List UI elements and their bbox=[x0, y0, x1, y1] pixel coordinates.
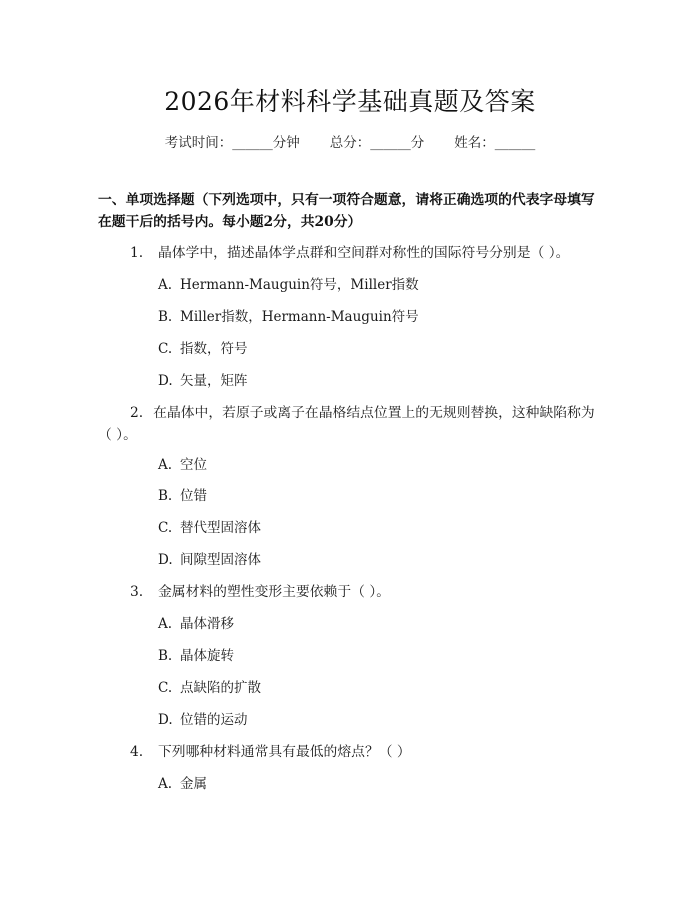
option-text: 晶体旋转 bbox=[180, 648, 234, 664]
question-number: 3. bbox=[130, 584, 144, 600]
question-number: 1. bbox=[130, 245, 144, 261]
option-text: Hermann-Mauguin符号，Miller指数 bbox=[180, 277, 419, 293]
exam-score-field: 总分：______分 bbox=[329, 135, 425, 151]
option-1d bbox=[158, 371, 248, 391]
option-text: 金属 bbox=[180, 776, 207, 792]
question-number: 2. bbox=[130, 405, 144, 421]
option-text: 晶体滑移 bbox=[180, 616, 234, 632]
exam-meta bbox=[0, 131, 700, 151]
option-letter: A. bbox=[158, 277, 173, 293]
option-letter: C. bbox=[158, 680, 173, 696]
option-letter: A. bbox=[158, 616, 173, 632]
option-2c bbox=[158, 518, 261, 538]
option-letter: C. bbox=[158, 520, 173, 536]
option-text: 替代型固溶体 bbox=[180, 520, 261, 536]
option-text: 空位 bbox=[180, 457, 207, 473]
option-letter: A. bbox=[158, 457, 173, 473]
question-2 bbox=[98, 402, 608, 446]
section-heading: 一、单项选择题（下列选项中，只有一项符合题意，请将正确选项的代表字母填写在题干后的括号内。每小题2分，共20分） bbox=[98, 192, 595, 230]
option-letter: B. bbox=[158, 488, 173, 504]
exam-time-field: 考试时间：______分钟 bbox=[164, 135, 300, 151]
option-1a bbox=[158, 275, 419, 295]
question-number: 4. bbox=[130, 744, 144, 760]
option-2b bbox=[158, 486, 207, 506]
option-text: 矢量，矩阵 bbox=[180, 373, 248, 389]
question-text: 金属材料的塑性变形主要依赖于（ ）。 bbox=[158, 584, 391, 600]
option-letter: A. bbox=[158, 776, 173, 792]
option-text: 间隙型固溶体 bbox=[180, 552, 261, 568]
option-text: Miller指数，Hermann-Mauguin符号 bbox=[180, 309, 419, 325]
option-text: 点缺陷的扩散 bbox=[180, 680, 261, 696]
option-letter: D. bbox=[158, 373, 173, 389]
option-letter: D. bbox=[158, 712, 173, 728]
exam-name-field: 姓名：______ bbox=[454, 135, 536, 151]
option-letter: D. bbox=[158, 552, 173, 568]
option-3d bbox=[158, 710, 248, 730]
option-2a bbox=[158, 455, 207, 475]
page-title: 2026年材料科学基础真题及答案 bbox=[164, 87, 536, 116]
option-letter: C. bbox=[158, 341, 173, 357]
question-text: 在晶体中，若原子或离子在晶格结点位置上的无规则替换，这种缺陷称为（ ）。 bbox=[98, 405, 595, 443]
option-1b bbox=[158, 307, 419, 327]
option-text: 位错的运动 bbox=[180, 712, 248, 728]
option-letter: B. bbox=[158, 309, 173, 325]
option-text: 指数，符号 bbox=[180, 341, 248, 357]
option-3c bbox=[158, 678, 261, 698]
option-3a bbox=[158, 614, 234, 634]
question-text: 下列哪种材料通常具有最低的熔点？（ ） bbox=[158, 744, 411, 760]
option-4a bbox=[158, 774, 207, 794]
option-1c bbox=[158, 339, 248, 359]
option-text: 位错 bbox=[180, 488, 207, 504]
option-letter: B. bbox=[158, 648, 173, 664]
option-3b bbox=[158, 646, 234, 666]
option-2d bbox=[158, 550, 261, 570]
question-text: 晶体学中，描述晶体学点群和空间群对称性的国际符号分别是（ ）。 bbox=[158, 245, 570, 261]
